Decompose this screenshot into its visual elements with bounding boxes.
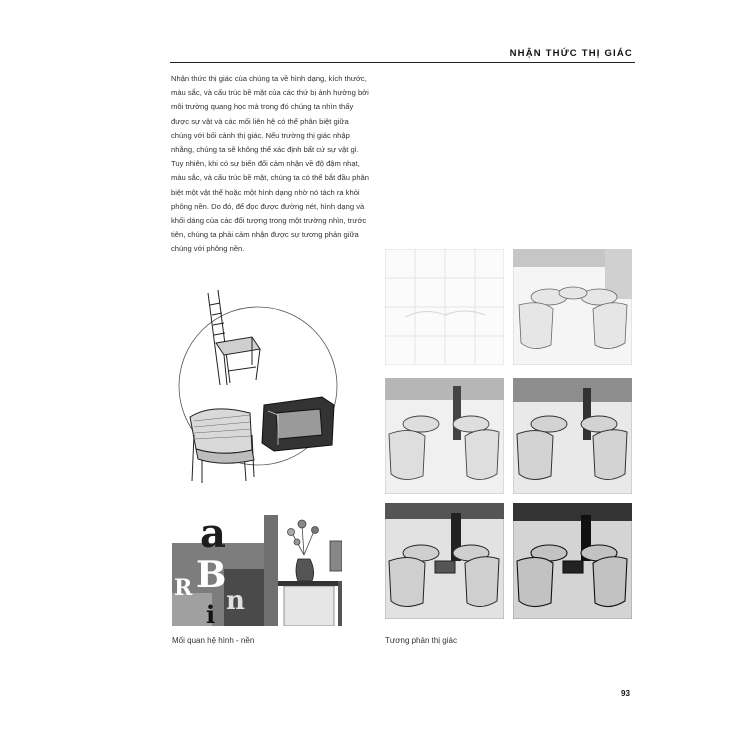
lounge-chair-illustration: [262, 397, 334, 451]
letter-i: i: [206, 600, 216, 626]
contrast-grid-cell: [513, 378, 632, 494]
contrast-grid-cell: [513, 503, 632, 619]
letter-r: R: [174, 575, 193, 601]
wicker-armchair-illustration: [190, 409, 254, 483]
header-rule: [170, 62, 635, 63]
right-figure-caption: Tương phản thị giác: [385, 636, 457, 645]
page-number: 93: [621, 689, 630, 698]
chairs-figure: [172, 285, 340, 490]
body-paragraph: Nhận thức thị giác của chúng ta về hình dạng, kích thước, màu sắc, và cấu trúc bề mặt của các thứ bị ảnh hưởng bởi môi trường quang học mà trong đó chúng ta nhìn thấy được sự vật và các mối liên hệ có thể phân biệt giữa chúng với bối cảnh thị giác. Nếu trường thị giác nhập nhằng, chúng ta sẽ không thể xác định bất cứ sự vật gì. Tuy nhiên, khi có sự biến đổi cảm nhận về độ đậm nhạt, màu sắc, và cấu trúc bề mặt, chúng ta có thể bắt đầu phân biệt một vật thể hoặc một hình dạng nhờ nó tách ra khỏi phông nền. Do đó, để đọc được đường nét, hình dạng và khối dáng của các đối tượng trong một trường nhìn, trước tiên, chúng ta phải cảm nhận được sự tương phản giữa chúng với phông nền.: [171, 74, 369, 254]
contrast-grid-cell: [513, 249, 632, 365]
vase-still-life: [264, 515, 342, 626]
letter-b: B: [196, 554, 227, 596]
ladder-chair-illustration: [208, 290, 260, 385]
letters-figure-ground: [172, 513, 264, 626]
left-figure-caption: Mối quan hệ hình - nền: [172, 636, 255, 645]
contrast-grid-cell: [385, 249, 504, 365]
running-head: NHẬN THỨC THỊ GIÁC: [509, 48, 633, 59]
contrast-grid-cell: [385, 503, 504, 619]
contrast-grid-cell: [385, 378, 504, 494]
letter-n: n: [226, 586, 245, 616]
letter-a: a: [200, 513, 226, 557]
